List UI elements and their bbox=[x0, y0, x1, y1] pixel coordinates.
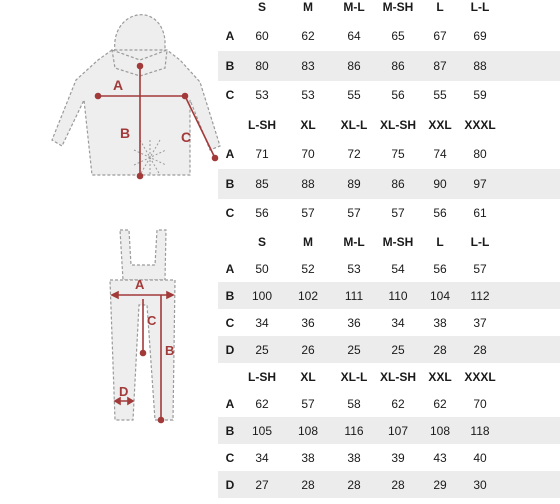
overalls-label-d: D bbox=[119, 384, 129, 399]
table-cell: 80 bbox=[255, 58, 269, 73]
table-cell: 36 bbox=[301, 315, 315, 330]
table-row bbox=[218, 140, 560, 170]
table-cell: 105 bbox=[251, 423, 273, 438]
table-row bbox=[218, 255, 560, 282]
jacket-label-c: C bbox=[181, 129, 192, 145]
table-cell: 34 bbox=[255, 315, 269, 330]
overalls-size-header-2 bbox=[218, 363, 560, 390]
table-row bbox=[218, 81, 560, 111]
table-cell: 65 bbox=[391, 29, 405, 44]
table-cell: 34 bbox=[391, 315, 405, 330]
size-header: XXXL bbox=[464, 369, 496, 384]
row-label: B bbox=[225, 58, 235, 73]
row-label: C bbox=[225, 450, 235, 465]
overalls-size-table bbox=[218, 228, 560, 498]
size-header: L-L bbox=[470, 234, 490, 249]
table-row bbox=[218, 169, 560, 199]
table-cell: 62 bbox=[433, 396, 447, 411]
table-cell: 72 bbox=[347, 147, 361, 162]
table-cell: 37 bbox=[473, 315, 487, 330]
table-cell: 57 bbox=[473, 261, 487, 276]
size-header: XXL bbox=[428, 117, 452, 132]
table-cell: 87 bbox=[433, 58, 447, 73]
table-cell: 107 bbox=[387, 423, 409, 438]
jacket-hood bbox=[115, 15, 165, 52]
table-row bbox=[218, 22, 560, 52]
size-header: M-L bbox=[343, 234, 365, 249]
table-cell: 38 bbox=[301, 450, 315, 465]
table-cell: 55 bbox=[433, 88, 447, 103]
table-cell: 104 bbox=[429, 288, 451, 303]
size-header: M-SH bbox=[382, 234, 414, 249]
table-cell: 55 bbox=[347, 88, 361, 103]
size-header: S bbox=[257, 0, 266, 14]
size-header: M-SH bbox=[382, 0, 414, 14]
table-cell: 25 bbox=[347, 342, 361, 357]
size-header: XXL bbox=[428, 369, 452, 384]
table-cell: 53 bbox=[301, 88, 315, 103]
row-label: A bbox=[225, 396, 235, 411]
table-row bbox=[218, 390, 560, 417]
table-cell: 26 bbox=[301, 342, 315, 357]
row-label: C bbox=[225, 206, 235, 221]
table-cell: 43 bbox=[433, 450, 447, 465]
table-cell: 86 bbox=[391, 58, 405, 73]
table-cell: 36 bbox=[347, 315, 361, 330]
table-row bbox=[218, 282, 560, 309]
overalls-label-a: A bbox=[135, 277, 145, 292]
table-cell: 60 bbox=[255, 29, 269, 44]
table-cell: 28 bbox=[433, 342, 447, 357]
table-cell: 53 bbox=[255, 88, 269, 103]
jacket-size-header-2 bbox=[218, 110, 560, 140]
table-cell: 59 bbox=[473, 88, 487, 103]
table-cell: 116 bbox=[344, 423, 364, 438]
table-cell: 38 bbox=[347, 450, 361, 465]
table-cell: 25 bbox=[391, 342, 405, 357]
table-cell: 70 bbox=[473, 396, 487, 411]
table-cell: 57 bbox=[391, 206, 405, 221]
size-header: XXXL bbox=[464, 117, 496, 132]
size-header: M bbox=[303, 0, 313, 14]
overalls-bib bbox=[120, 230, 166, 280]
table-cell: 53 bbox=[347, 261, 361, 276]
row-label: B bbox=[225, 176, 235, 191]
table-cell: 39 bbox=[391, 450, 405, 465]
table-cell: 83 bbox=[301, 58, 315, 73]
table-cell: 88 bbox=[301, 176, 315, 191]
size-header: L-SH bbox=[248, 369, 276, 384]
size-header: M bbox=[303, 234, 313, 249]
table-cell: 86 bbox=[347, 58, 361, 73]
table-row bbox=[218, 417, 560, 444]
table-cell: 57 bbox=[347, 206, 361, 221]
table-row bbox=[218, 51, 560, 81]
jacket-figure bbox=[40, 0, 240, 190]
size-header: XL bbox=[300, 117, 316, 132]
jacket-size-table bbox=[218, 0, 560, 228]
row-label: D bbox=[225, 342, 235, 357]
table-cell: 56 bbox=[391, 88, 405, 103]
overalls-label-c: C bbox=[147, 313, 157, 328]
size-header: L-L bbox=[470, 0, 490, 14]
table-cell: 54 bbox=[391, 261, 405, 276]
table-cell: 69 bbox=[473, 29, 487, 44]
table-cell: 30 bbox=[473, 477, 487, 492]
table-cell: 67 bbox=[433, 29, 447, 44]
table-cell: 57 bbox=[301, 396, 315, 411]
row-label: C bbox=[225, 88, 235, 103]
size-header: XL bbox=[300, 369, 316, 384]
table-cell: 80 bbox=[473, 147, 487, 162]
table-cell: 29 bbox=[433, 477, 447, 492]
size-header: S bbox=[257, 234, 266, 249]
table-cell: 28 bbox=[473, 342, 487, 357]
table-cell: 28 bbox=[301, 477, 315, 492]
table-cell: 85 bbox=[255, 176, 269, 191]
size-header: M-L bbox=[343, 0, 365, 14]
table-row bbox=[218, 471, 560, 498]
table-cell: 97 bbox=[473, 176, 487, 191]
table-cell: 34 bbox=[255, 450, 269, 465]
jacket-label-b: B bbox=[120, 125, 131, 141]
table-cell: 64 bbox=[347, 29, 361, 44]
table-cell: 86 bbox=[391, 176, 405, 191]
table-row bbox=[218, 309, 560, 336]
table-cell: 40 bbox=[473, 450, 487, 465]
table-cell: 70 bbox=[301, 147, 315, 162]
table-cell: 100 bbox=[251, 288, 273, 303]
size-header: XL-SH bbox=[380, 369, 416, 384]
size-header: L bbox=[436, 0, 444, 14]
size-header: XL-SH bbox=[380, 117, 416, 132]
row-label: B bbox=[225, 423, 235, 438]
table-cell: 58 bbox=[347, 396, 361, 411]
size-header: XL-L bbox=[340, 117, 368, 132]
table-cell: 62 bbox=[301, 29, 315, 44]
table-cell: 111 bbox=[344, 288, 364, 303]
table-row bbox=[218, 336, 560, 363]
row-label: C bbox=[225, 315, 235, 330]
row-label: A bbox=[225, 29, 235, 44]
row-label: D bbox=[225, 477, 235, 492]
table-cell: 112 bbox=[470, 288, 490, 303]
table-cell: 108 bbox=[297, 423, 319, 438]
table-cell: 28 bbox=[391, 477, 405, 492]
table-cell: 52 bbox=[301, 261, 315, 276]
table-cell: 28 bbox=[347, 477, 361, 492]
row-label: A bbox=[225, 261, 235, 276]
table-cell: 61 bbox=[473, 206, 487, 221]
size-header: L-SH bbox=[248, 117, 276, 132]
table-cell: 89 bbox=[347, 176, 361, 191]
table-cell: 56 bbox=[433, 206, 447, 221]
size-header: XL-L bbox=[340, 369, 368, 384]
table-cell: 57 bbox=[301, 206, 315, 221]
table-cell: 38 bbox=[433, 315, 447, 330]
size-header: L bbox=[436, 234, 444, 249]
table-cell: 118 bbox=[470, 423, 490, 438]
table-cell: 56 bbox=[433, 261, 447, 276]
table-cell: 75 bbox=[391, 147, 405, 162]
table-cell: 62 bbox=[391, 396, 405, 411]
table-row bbox=[218, 444, 560, 471]
table-cell: 110 bbox=[388, 288, 408, 303]
jacket-label-a: A bbox=[113, 77, 124, 93]
table-cell: 56 bbox=[255, 206, 269, 221]
jacket-size-header-1 bbox=[218, 0, 560, 22]
table-cell: 62 bbox=[255, 396, 269, 411]
table-cell: 25 bbox=[255, 342, 269, 357]
row-label: A bbox=[225, 147, 235, 162]
table-cell: 71 bbox=[255, 147, 269, 162]
table-cell: 74 bbox=[433, 147, 447, 162]
overalls-figure bbox=[95, 225, 195, 430]
table-cell: 108 bbox=[429, 423, 451, 438]
table-cell: 50 bbox=[255, 261, 269, 276]
row-label: B bbox=[225, 288, 235, 303]
table-cell: 27 bbox=[255, 477, 269, 492]
overalls-label-b: B bbox=[165, 343, 175, 358]
table-cell: 102 bbox=[297, 288, 319, 303]
table-cell: 90 bbox=[433, 176, 447, 191]
overalls-size-header-1 bbox=[218, 228, 560, 255]
table-row bbox=[218, 199, 560, 229]
table-cell: 88 bbox=[473, 58, 487, 73]
